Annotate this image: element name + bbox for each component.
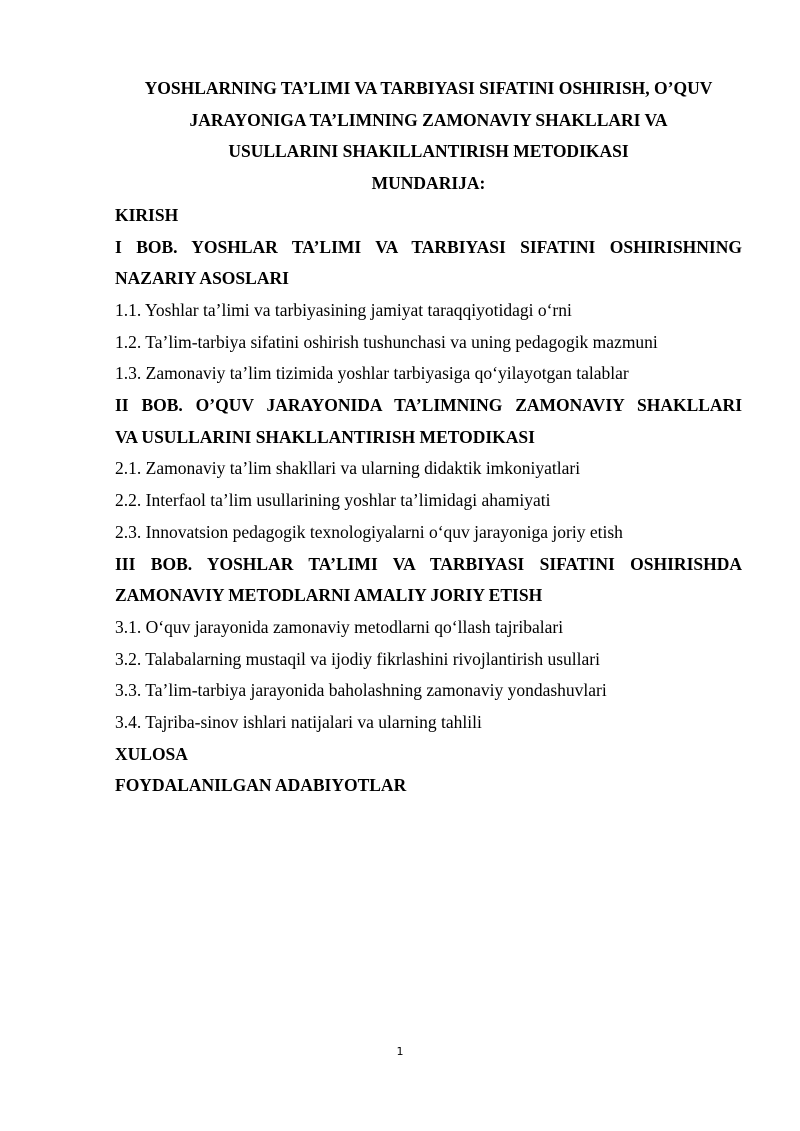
toc-chapter-1-title-cont: NAZARIY ASOSLARI: [115, 268, 289, 289]
page-number: 1: [396, 1045, 404, 1058]
toc-section-1-3: 1.3. Zamonaviy ta’lim tizimida yoshlar tarbiyasiga qo‘yilayotgan talablar: [115, 363, 629, 384]
toc-chapter-1-title: I BOB. YOSHLAR TA’LIMI VA TARBIYASI SIFATINI OSHIRISHNING: [115, 236, 742, 257]
toc-chapter-3-title-cont: ZAMONAVIY METODLARNI AMALIY JORIY ETISH: [115, 585, 543, 606]
toc-conclusion: XULOSA: [115, 743, 188, 764]
toc-section-2-3: 2.3. Innovatsion pedagogik texnologiyalarni o‘quv jarayoniga joriy etish: [115, 521, 623, 542]
toc-section-3-3: 3.3. Ta’lim-tarbiya jarayonida baholashning zamonaviy yondashuvlari: [115, 680, 607, 701]
contents-heading: MUNDARIJA:: [371, 173, 486, 194]
toc-section-1-2: 1.2. Ta’lim-tarbiya sifatini oshirish tushunchasi va uning pedagogik mazmuni: [115, 331, 658, 352]
toc-section-2-1: 2.1. Zamonaviy ta’lim shakllari va ularning didaktik imkoniyatlari: [115, 458, 581, 479]
toc-section-3-4: 3.4. Tajriba-sinov ishlari natijalari va ularning tahlili: [115, 712, 482, 733]
toc-section-3-1: 3.1. O‘quv jarayonida zamonaviy metodlarni qo‘llash tajribalari: [115, 616, 564, 637]
toc-chapter-2-title-cont: VA USULLARINI SHAKLLANTIRISH METODIKASI: [115, 426, 535, 447]
toc-chapter-2-title: II BOB. O’QUV JARAYONIDA TA’LIMNING ZAMONAVIY SHAKLLARI: [115, 395, 742, 416]
toc-section-3-2: 3.2. Talabalarning mustaqil va ijodiy fikrlashini rivojlantirish usullari: [115, 648, 600, 669]
table-of-contents: [115, 200, 742, 802]
title-line: YOSHLARNING TA’LIMI VA TARBIYASI SIFATINI OSHIRISH, O’QUV: [144, 78, 713, 98]
toc-intro: KIRISH: [115, 204, 179, 225]
document-page: [115, 73, 742, 802]
toc-section-1-1: 1.1. Yoshlar ta’limi va tarbiyasining jamiyat taraqqiyotidagi o‘rni: [115, 299, 572, 320]
toc-section-2-2: 2.2. Interfaol ta’lim usullarining yoshlar ta’limidagi ahamiyati: [115, 490, 551, 511]
document-title: [115, 73, 742, 200]
title-line: USULLARINI SHAKILLANTIRISH METODIKASI: [228, 141, 629, 162]
title-line: JARAYONIGA TA’LIMNING ZAMONAVIY SHAKLLARI VA: [189, 109, 668, 130]
toc-chapter-3-title: III BOB. YOSHLAR TA’LIMI VA TARBIYASI SIFATINI OSHIRISHDA: [115, 553, 742, 574]
toc-references: FOYDALANILGAN ADABIYOTLAR: [115, 775, 407, 796]
